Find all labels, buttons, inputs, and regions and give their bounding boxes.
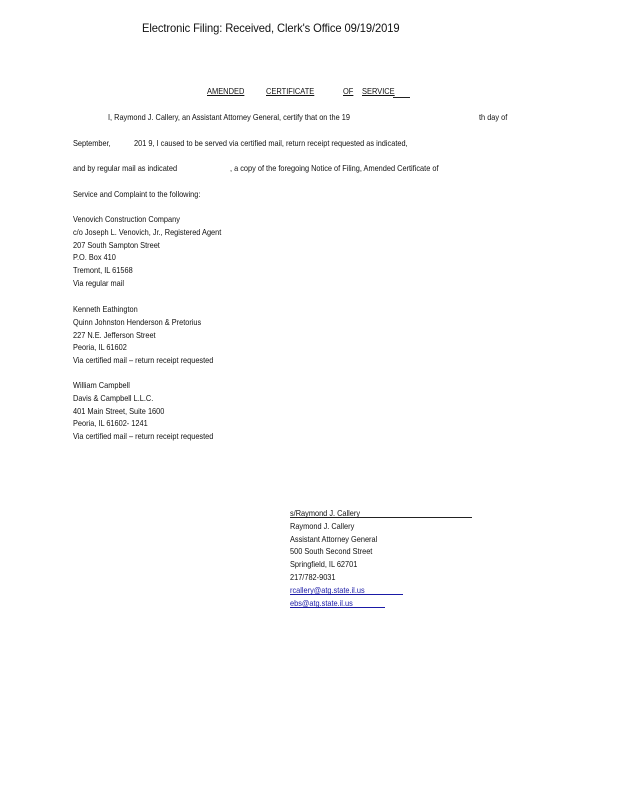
recipient-line: P.O. Box 410 xyxy=(73,253,116,263)
body-line-1b: th day of xyxy=(479,113,508,122)
recipient-line: Quinn Johnston Henderson & Pretorius xyxy=(73,317,202,327)
signature-line xyxy=(290,517,472,518)
recipient-line: Kenneth Eathington xyxy=(73,305,138,314)
email-link-rcallery[interactable]: rcallery@atg.state.il.us xyxy=(290,585,365,595)
title-word-service: SERVICE xyxy=(362,86,395,96)
email-underline-1 xyxy=(290,594,403,595)
filing-header: Electronic Filing: Received, Clerk's Office 09/19/2019 xyxy=(142,21,400,35)
body-line-2b: 201 9, I caused to be served via certified mail, return receipt requested as indicated, xyxy=(134,139,408,148)
body-line-4: Service and Complaint to the following: xyxy=(73,190,201,199)
recipient-line: c/o Joseph L. Venovich, Jr., Registered Agent xyxy=(73,227,222,237)
recipient-line: Peoria, IL 61602 xyxy=(73,343,127,353)
signer-city: Springfield, IL 62701 xyxy=(290,560,358,570)
title-word-of: OF xyxy=(343,86,354,96)
recipient-line: Tremont, IL 61568 xyxy=(73,266,133,276)
body-line-3b: , a copy of the foregoing Notice of Filing, Amended Certificate of xyxy=(230,164,439,173)
recipient-line: 401 Main Street, Suite 1600 xyxy=(73,406,165,416)
recipient-line: Peoria, IL 61602- 1241 xyxy=(73,419,148,429)
body-line-3a: and by regular mail as indicated xyxy=(73,164,178,173)
recipient-line: Venovich Construction Company xyxy=(73,215,180,224)
signature-slash: s/Raymond J. Callery xyxy=(290,509,361,518)
body-line-1a: I, Raymond J. Callery, an Assistant Attorney General, certify that on the 19 xyxy=(108,113,350,122)
recipient-line: William Campbell xyxy=(73,381,130,390)
recipient-line: 207 South Sampton Street xyxy=(73,240,160,250)
title-word-amended: AMENDED xyxy=(207,86,245,96)
signature-block xyxy=(290,508,377,610)
recipient-block xyxy=(73,380,213,444)
email-underline-2 xyxy=(290,607,385,608)
recipient-line: Via regular mail xyxy=(73,278,125,288)
title-underline-tail xyxy=(393,97,410,98)
signer-address: 500 South Second Street xyxy=(290,547,373,557)
recipient-line: Davis & Campbell L.L.C. xyxy=(73,393,154,403)
recipient-line: Via certified mail – return receipt requested xyxy=(73,356,214,366)
recipient-block xyxy=(73,214,221,291)
body-line-2a: September, xyxy=(73,139,111,148)
recipient-line: 227 N.E. Jefferson Street xyxy=(73,330,156,340)
signer-role: Assistant Attorney General xyxy=(290,534,378,544)
signer-name: Raymond J. Callery xyxy=(290,521,355,531)
email-link-ebs[interactable]: ebs@atg.state.il.us xyxy=(290,598,353,608)
signer-phone: 217/782-9031 xyxy=(290,572,336,582)
recipient-block xyxy=(73,304,213,368)
title-word-certificate: CERTIFICATE xyxy=(266,86,315,96)
recipient-line: Via certified mail – return receipt requested xyxy=(73,432,214,442)
